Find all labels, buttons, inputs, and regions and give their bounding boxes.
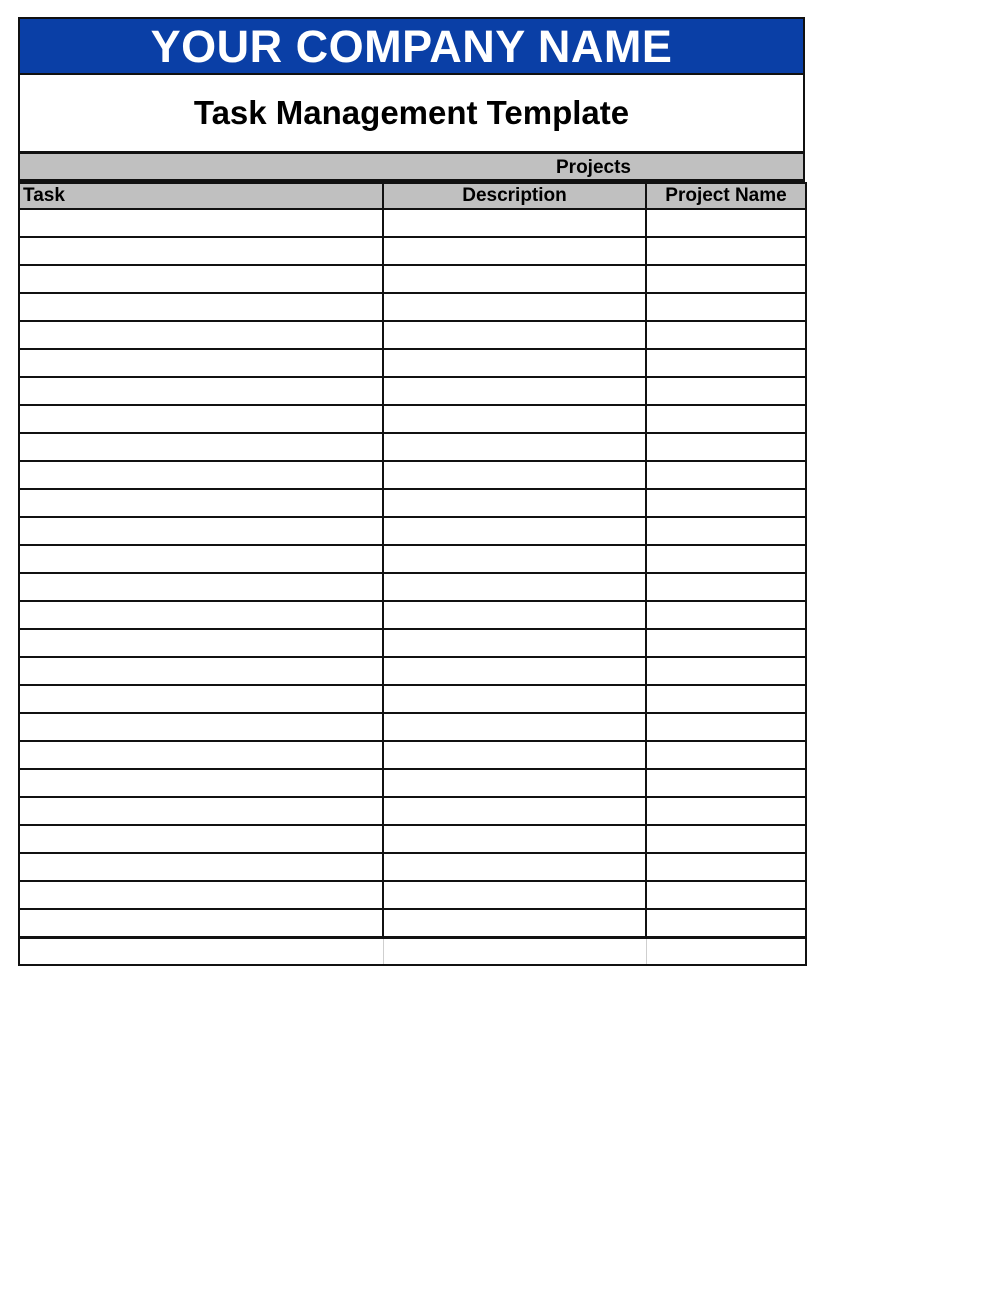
project-name-cell[interactable] bbox=[646, 825, 806, 853]
table-row bbox=[19, 489, 806, 517]
table-row bbox=[19, 909, 806, 937]
task-cell[interactable] bbox=[19, 265, 383, 293]
task-cell[interactable] bbox=[19, 545, 383, 573]
column-header-task: Task bbox=[19, 183, 383, 209]
description-cell[interactable] bbox=[383, 433, 646, 461]
table-row bbox=[19, 741, 806, 769]
project-name-cell[interactable] bbox=[646, 461, 806, 489]
task-table-body bbox=[19, 209, 806, 965]
task-cell[interactable] bbox=[19, 797, 383, 825]
title-box bbox=[18, 75, 805, 154]
description-cell[interactable] bbox=[383, 349, 646, 377]
task-cell[interactable] bbox=[19, 209, 383, 237]
table-row bbox=[19, 881, 806, 909]
task-cell[interactable] bbox=[19, 713, 383, 741]
description-cell[interactable] bbox=[383, 489, 646, 517]
project-name-cell[interactable] bbox=[646, 377, 806, 405]
task-cell[interactable] bbox=[19, 349, 383, 377]
project-name-cell[interactable] bbox=[646, 713, 806, 741]
task-cell[interactable] bbox=[19, 601, 383, 629]
table-row bbox=[19, 825, 806, 853]
description-cell[interactable] bbox=[383, 293, 646, 321]
task-management-sheet bbox=[18, 17, 805, 966]
column-header-description: Description bbox=[383, 183, 646, 209]
task-cell[interactable] bbox=[19, 657, 383, 685]
table-row bbox=[19, 433, 806, 461]
task-cell[interactable] bbox=[19, 853, 383, 881]
description-cell[interactable] bbox=[383, 573, 646, 601]
description-cell[interactable] bbox=[383, 461, 646, 489]
project-name-cell[interactable] bbox=[646, 881, 806, 909]
table-row bbox=[19, 517, 806, 545]
project-name-cell[interactable] bbox=[646, 349, 806, 377]
description-cell[interactable] bbox=[383, 545, 646, 573]
table-row bbox=[19, 293, 806, 321]
project-name-cell[interactable] bbox=[646, 321, 806, 349]
task-cell[interactable] bbox=[19, 573, 383, 601]
project-name-cell[interactable] bbox=[646, 489, 806, 517]
description-cell[interactable] bbox=[383, 909, 646, 937]
table-row bbox=[19, 629, 806, 657]
description-cell[interactable] bbox=[383, 685, 646, 713]
project-name-cell[interactable] bbox=[646, 265, 806, 293]
task-cell[interactable] bbox=[19, 741, 383, 769]
project-name-cell[interactable] bbox=[646, 517, 806, 545]
description-cell[interactable] bbox=[383, 265, 646, 293]
description-cell[interactable] bbox=[383, 517, 646, 545]
description-cell[interactable] bbox=[383, 797, 646, 825]
table-row bbox=[19, 769, 806, 797]
project-name-cell[interactable] bbox=[646, 657, 806, 685]
project-name-cell[interactable] bbox=[646, 797, 806, 825]
project-name-cell[interactable] bbox=[646, 573, 806, 601]
table-row bbox=[19, 349, 806, 377]
table-footer-row bbox=[19, 937, 806, 965]
table-row bbox=[19, 461, 806, 489]
column-header-project-name: Project Name bbox=[646, 183, 806, 209]
table-row bbox=[19, 573, 806, 601]
project-name-cell[interactable] bbox=[646, 209, 806, 237]
footer-project-name-cell[interactable] bbox=[646, 937, 806, 965]
description-cell[interactable] bbox=[383, 209, 646, 237]
project-name-cell[interactable] bbox=[646, 853, 806, 881]
project-name-cell[interactable] bbox=[646, 685, 806, 713]
company-name: YOUR COMPANY NAME bbox=[150, 20, 673, 72]
task-cell[interactable] bbox=[19, 405, 383, 433]
projects-group-header bbox=[18, 154, 805, 182]
table-row bbox=[19, 377, 806, 405]
task-cell[interactable] bbox=[19, 433, 383, 461]
task-cell[interactable] bbox=[19, 293, 383, 321]
task-cell[interactable] bbox=[19, 629, 383, 657]
table-row bbox=[19, 265, 806, 293]
project-name-cell[interactable] bbox=[646, 629, 806, 657]
table-row bbox=[19, 797, 806, 825]
description-cell[interactable] bbox=[383, 741, 646, 769]
table-row bbox=[19, 321, 806, 349]
column-header-row bbox=[19, 183, 806, 209]
company-banner bbox=[18, 17, 805, 75]
task-cell[interactable] bbox=[19, 517, 383, 545]
description-cell[interactable] bbox=[383, 825, 646, 853]
task-cell[interactable] bbox=[19, 769, 383, 797]
description-cell[interactable] bbox=[383, 321, 646, 349]
table-row bbox=[19, 209, 806, 237]
project-name-cell[interactable] bbox=[646, 545, 806, 573]
task-cell[interactable] bbox=[19, 825, 383, 853]
description-cell[interactable] bbox=[383, 405, 646, 433]
description-cell[interactable] bbox=[383, 629, 646, 657]
project-name-cell[interactable] bbox=[646, 601, 806, 629]
table-row bbox=[19, 545, 806, 573]
task-cell[interactable] bbox=[19, 461, 383, 489]
project-name-cell[interactable] bbox=[646, 237, 806, 265]
task-cell[interactable] bbox=[19, 489, 383, 517]
description-cell[interactable] bbox=[383, 769, 646, 797]
description-cell[interactable] bbox=[383, 601, 646, 629]
project-name-cell[interactable] bbox=[646, 405, 806, 433]
table-row bbox=[19, 237, 806, 265]
project-name-cell[interactable] bbox=[646, 741, 806, 769]
project-name-cell[interactable] bbox=[646, 909, 806, 937]
table-row bbox=[19, 713, 806, 741]
description-cell[interactable] bbox=[383, 881, 646, 909]
project-name-cell[interactable] bbox=[646, 433, 806, 461]
table-row bbox=[19, 853, 806, 881]
table-row bbox=[19, 685, 806, 713]
project-name-cell[interactable] bbox=[646, 293, 806, 321]
footer-description-cell[interactable] bbox=[383, 937, 646, 965]
task-cell[interactable] bbox=[19, 377, 383, 405]
task-cell[interactable] bbox=[19, 321, 383, 349]
description-cell[interactable] bbox=[383, 657, 646, 685]
description-cell[interactable] bbox=[383, 237, 646, 265]
task-table bbox=[18, 182, 807, 966]
task-cell[interactable] bbox=[19, 685, 383, 713]
footer-task-cell[interactable] bbox=[19, 937, 383, 965]
document-title: Task Management Template bbox=[193, 94, 630, 131]
table-row bbox=[19, 657, 806, 685]
description-cell[interactable] bbox=[383, 713, 646, 741]
table-row bbox=[19, 601, 806, 629]
task-cell[interactable] bbox=[19, 237, 383, 265]
table-row bbox=[19, 405, 806, 433]
description-cell[interactable] bbox=[383, 377, 646, 405]
task-cell[interactable] bbox=[19, 881, 383, 909]
task-cell[interactable] bbox=[19, 909, 383, 937]
projects-group-label: Projects bbox=[556, 157, 631, 178]
description-cell[interactable] bbox=[383, 853, 646, 881]
project-name-cell[interactable] bbox=[646, 769, 806, 797]
